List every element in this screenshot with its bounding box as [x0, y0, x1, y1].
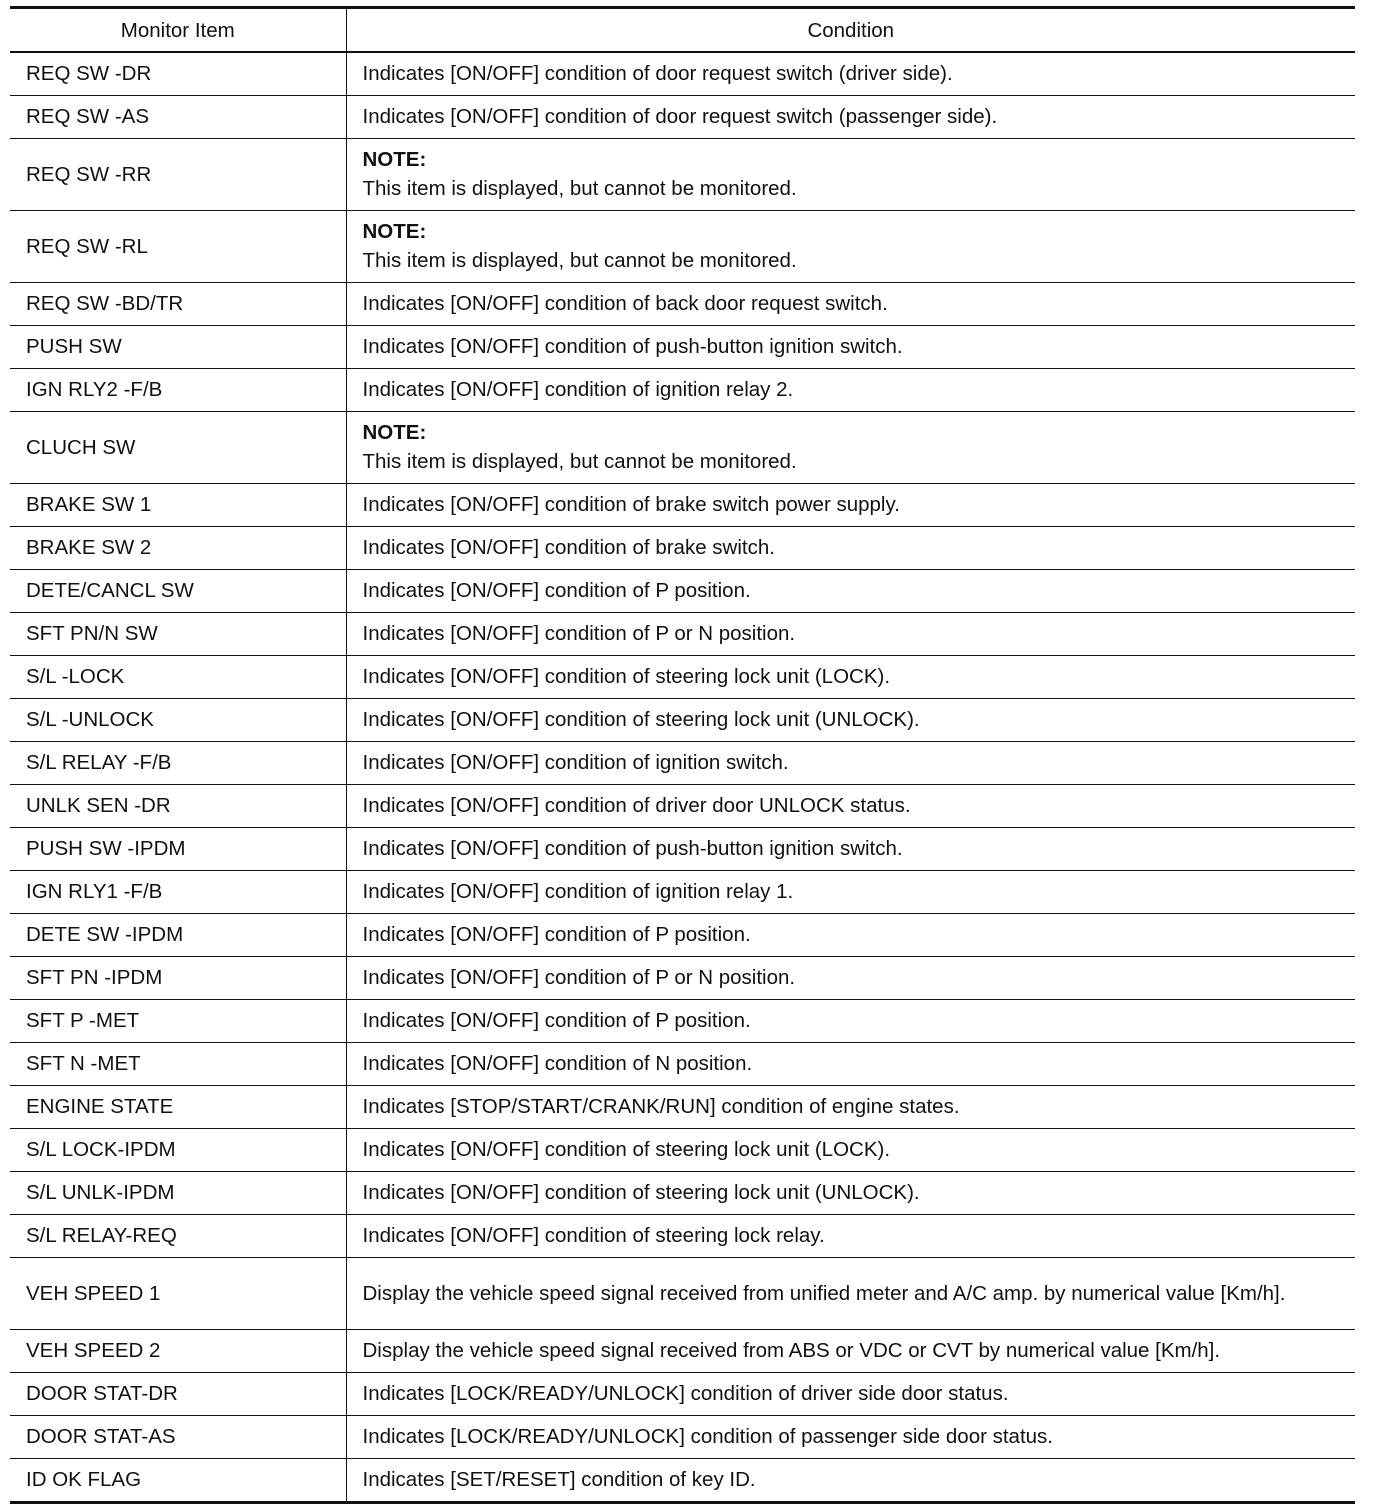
monitor-item-cell: S/L UNLK-IPDM: [10, 1172, 346, 1215]
note-text: This item is displayed, but cannot be monitored.: [362, 450, 797, 473]
table-row: [10, 484, 1355, 527]
condition-cell: Indicates [STOP/START/CRANK/RUN] condition of engine states.: [346, 1086, 1355, 1129]
table-row: [10, 1416, 1355, 1459]
monitor-item-cell: DOOR STAT-AS: [10, 1416, 346, 1459]
table-row: [10, 1086, 1355, 1129]
monitor-item-cell: IGN RLY2 -F/B: [10, 369, 346, 412]
condition-cell: Display the vehicle speed signal received from unified meter and A/C amp. by numerical value [Km/h].: [346, 1258, 1355, 1330]
table-row: [10, 1000, 1355, 1043]
table-row: [10, 1258, 1355, 1330]
monitor-item-cell: VEH SPEED 1: [10, 1258, 346, 1330]
condition-cell: Indicates [ON/OFF] condition of P position.: [346, 570, 1355, 613]
table-row: [10, 96, 1355, 139]
monitor-item-cell: BRAKE SW 1: [10, 484, 346, 527]
note-title: NOTE:: [362, 148, 427, 171]
table-row: [10, 1129, 1355, 1172]
table-row: [10, 785, 1355, 828]
monitor-item-cell: REQ SW -DR: [10, 52, 346, 96]
header-condition: Condition: [346, 8, 1355, 53]
note-text: This item is displayed, but cannot be monitored.: [362, 249, 797, 272]
condition-cell: Indicates [ON/OFF] condition of ignition switch.: [346, 742, 1355, 785]
condition-cell: Indicates [LOCK/READY/UNLOCK] condition of driver side door status.: [346, 1373, 1355, 1416]
condition-cell: Indicates [ON/OFF] condition of steering lock relay.: [346, 1215, 1355, 1258]
condition-cell: Indicates [LOCK/READY/UNLOCK] condition of passenger side door status.: [346, 1416, 1355, 1459]
table-row: [10, 871, 1355, 914]
monitor-item-cell: SFT PN -IPDM: [10, 957, 346, 1000]
condition-cell: Indicates [ON/OFF] condition of push-button ignition switch.: [346, 828, 1355, 871]
condition-cell: Indicates [ON/OFF] condition of driver door UNLOCK status.: [346, 785, 1355, 828]
monitor-item-cell: UNLK SEN -DR: [10, 785, 346, 828]
condition-cell: Indicates [ON/OFF] condition of P position.: [346, 914, 1355, 957]
monitor-item-cell: DOOR STAT-DR: [10, 1373, 346, 1416]
condition-cell: Indicates [ON/OFF] condition of P or N position.: [346, 957, 1355, 1000]
table-row: [10, 570, 1355, 613]
note-title: NOTE:: [362, 421, 427, 444]
header-monitor-item: Monitor Item: [10, 8, 346, 53]
condition-cell: Indicates [ON/OFF] condition of P position.: [346, 1000, 1355, 1043]
table-row: [10, 326, 1355, 369]
monitor-item-cell: SFT P -MET: [10, 1000, 346, 1043]
monitor-item-cell: REQ SW -RR: [10, 139, 346, 211]
condition-cell: Indicates [ON/OFF] condition of P or N position.: [346, 613, 1355, 656]
monitor-item-cell: ID OK FLAG: [10, 1459, 346, 1503]
condition-cell: Indicates [ON/OFF] condition of ignition relay 1.: [346, 871, 1355, 914]
monitor-item-cell: IGN RLY1 -F/B: [10, 871, 346, 914]
condition-cell: [346, 139, 1355, 211]
monitor-item-cell: S/L -LOCK: [10, 656, 346, 699]
monitor-item-cell: BRAKE SW 2: [10, 527, 346, 570]
table-row: [10, 699, 1355, 742]
table-row: [10, 1373, 1355, 1416]
condition-cell: Indicates [ON/OFF] condition of steering lock unit (UNLOCK).: [346, 699, 1355, 742]
table-header-row: [10, 8, 1355, 53]
table-row: [10, 1330, 1355, 1373]
monitor-item-cell: PUSH SW -IPDM: [10, 828, 346, 871]
note-text: This item is displayed, but cannot be monitored.: [362, 177, 797, 200]
condition-cell: Indicates [ON/OFF] condition of steering lock unit (UNLOCK).: [346, 1172, 1355, 1215]
condition-cell: Indicates [ON/OFF] condition of door request switch (passenger side).: [346, 96, 1355, 139]
table-row: [10, 1172, 1355, 1215]
table-body: [10, 52, 1355, 1503]
table-row: [10, 283, 1355, 326]
monitor-item-cell: DETE SW -IPDM: [10, 914, 346, 957]
monitor-item-cell: SFT PN/N SW: [10, 613, 346, 656]
monitor-item-cell: DETE/CANCL SW: [10, 570, 346, 613]
monitor-item-cell: S/L RELAY -F/B: [10, 742, 346, 785]
table-row: [10, 828, 1355, 871]
table-row: [10, 613, 1355, 656]
table-row: [10, 957, 1355, 1000]
table-row: [10, 1459, 1355, 1503]
condition-cell: [346, 412, 1355, 484]
table-row: [10, 139, 1355, 211]
monitor-item-cell: REQ SW -AS: [10, 96, 346, 139]
table-row: [10, 52, 1355, 96]
table-row: [10, 1215, 1355, 1258]
condition-cell: [346, 211, 1355, 283]
monitor-item-cell: REQ SW -RL: [10, 211, 346, 283]
condition-cell: Indicates [ON/OFF] condition of back door request switch.: [346, 283, 1355, 326]
condition-cell: Indicates [ON/OFF] condition of ignition relay 2.: [346, 369, 1355, 412]
monitor-item-cell: ENGINE STATE: [10, 1086, 346, 1129]
monitor-item-cell: CLUCH SW: [10, 412, 346, 484]
note-title: NOTE:: [362, 220, 427, 243]
table-row: [10, 1043, 1355, 1086]
monitor-item-cell: S/L LOCK-IPDM: [10, 1129, 346, 1172]
condition-cell: Indicates [ON/OFF] condition of steering lock unit (LOCK).: [346, 1129, 1355, 1172]
condition-cell: Indicates [SET/RESET] condition of key ID.: [346, 1459, 1355, 1503]
table-row: [10, 369, 1355, 412]
monitor-item-cell: S/L -UNLOCK: [10, 699, 346, 742]
monitor-item-cell: PUSH SW: [10, 326, 346, 369]
table-row: [10, 527, 1355, 570]
table-row: [10, 412, 1355, 484]
table-row: [10, 656, 1355, 699]
table-row: [10, 211, 1355, 283]
monitor-item-table: [10, 6, 1355, 1504]
monitor-item-cell: SFT N -MET: [10, 1043, 346, 1086]
monitor-item-cell: REQ SW -BD/TR: [10, 283, 346, 326]
condition-cell: Indicates [ON/OFF] condition of push-button ignition switch.: [346, 326, 1355, 369]
table-row: [10, 914, 1355, 957]
table-row: [10, 742, 1355, 785]
condition-cell: Display the vehicle speed signal received from ABS or VDC or CVT by numerical value [Km/h].: [346, 1330, 1355, 1373]
condition-cell: Indicates [ON/OFF] condition of brake switch power supply.: [346, 484, 1355, 527]
condition-cell: Indicates [ON/OFF] condition of steering lock unit (LOCK).: [346, 656, 1355, 699]
condition-cell: Indicates [ON/OFF] condition of brake switch.: [346, 527, 1355, 570]
monitor-item-cell: S/L RELAY-REQ: [10, 1215, 346, 1258]
monitor-item-cell: VEH SPEED 2: [10, 1330, 346, 1373]
condition-cell: Indicates [ON/OFF] condition of door request switch (driver side).: [346, 52, 1355, 96]
condition-cell: Indicates [ON/OFF] condition of N position.: [346, 1043, 1355, 1086]
